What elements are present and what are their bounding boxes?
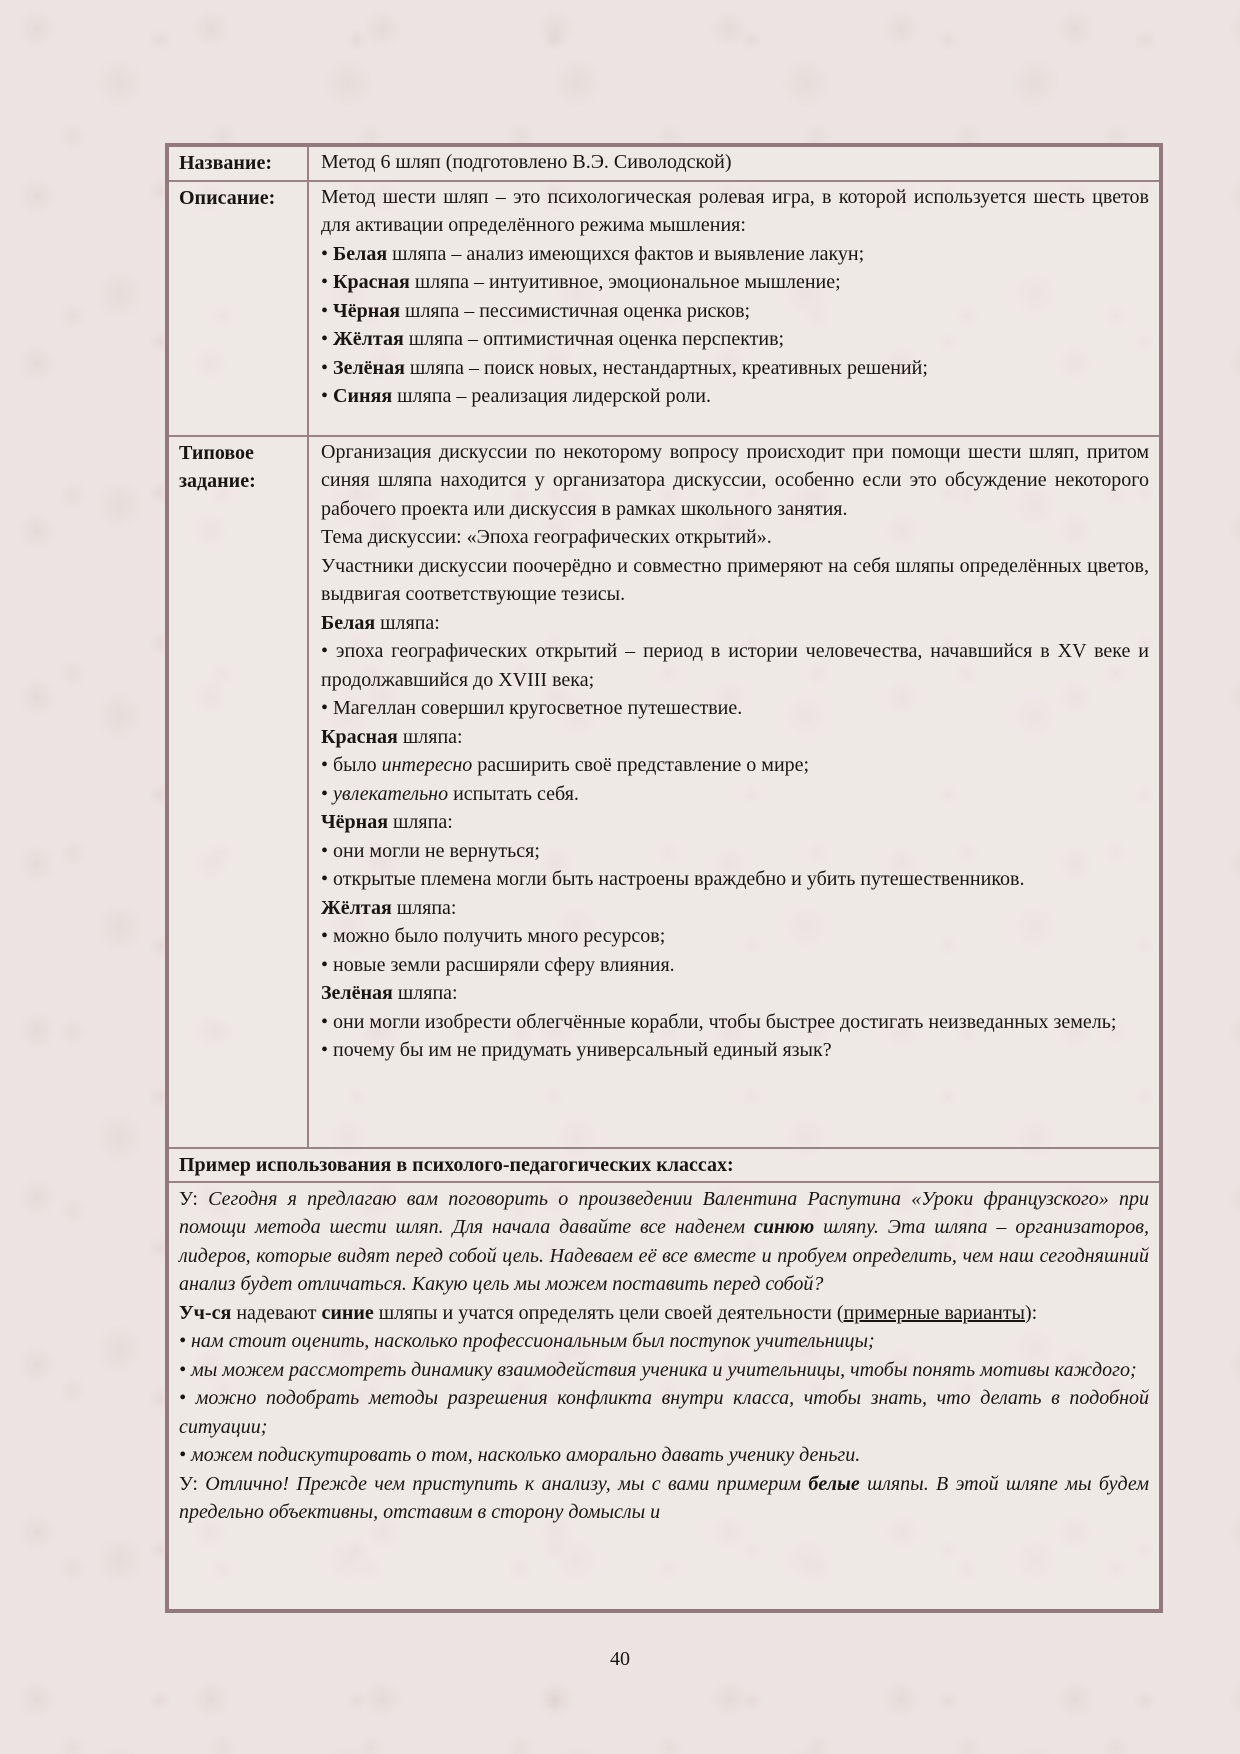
page-number: 40 — [610, 1648, 630, 1670]
paragraph: Жёлтая шляпа: — [321, 896, 457, 919]
paragraph: • можно подобрать методы разрешения конфликта внутри класса, чтобы знать, что делать в подобной ситуации; — [179, 1387, 1149, 1438]
paragraph: У: Отлично! Прежде чем приступить к анализу, мы с вами примерим белые шляпы. В этой шляпе мы будем предельно объективны, отставим в сторону домыслы и — [179, 1472, 1149, 1523]
paragraph: • они могли изобрести облегчённые корабли, чтобы быстрее достигать неизведанных земель; — [321, 1010, 1117, 1033]
paragraph: • Синяя шляпа – реализация лидерской роли. — [321, 385, 711, 407]
paragraph: • Зелёная шляпа – поиск новых, нестандартных, креативных решений; — [321, 356, 928, 379]
row-content-description — [309, 182, 1159, 435]
row-content-typical-task — [309, 437, 1159, 1147]
row-label-typical-task: Типовое задание: — [169, 437, 309, 1147]
paragraph: Чёрная шляпа: — [321, 811, 453, 833]
paragraph: Метод 6 шляп (подготовлено В.Э. Сиволодской) — [321, 151, 732, 173]
paragraph: • Магеллан совершил кругосветное путешествие. — [321, 697, 743, 719]
paragraph: • Чёрная шляпа – пессимистичная оценка рисков; — [321, 299, 751, 322]
example-section-header: Пример использования в психолого-педагогических классах: — [169, 1149, 1159, 1183]
paragraph: • почему бы им не придумать универсальный единый язык? — [321, 1039, 832, 1061]
paragraph: • Красная шляпа – интуитивное, эмоциональное мышление; — [321, 271, 841, 293]
paragraph: Зелёная шляпа: — [321, 982, 458, 1004]
paragraph: Тема дискуссии: «Эпоха географических открытий». — [321, 526, 772, 548]
paragraph: • было интересно расширить своё представление о мире; — [321, 754, 810, 776]
paragraph: • увлекательно испытать себя. — [321, 782, 579, 805]
paragraph: Метод шести шляп – это психологическая ролевая игра, в которой используется шесть цветов для активации определённого режима мышления: — [321, 185, 1149, 236]
paragraph: • эпоха географических открытий – период в истории человечества, начавшийся в XV веке и продолжавшийся до XVIII века; — [321, 640, 1149, 691]
paragraph: • они могли не вернуться; — [321, 839, 540, 862]
paragraph: Организация дискуссии по некоторому вопросу происходит при помощи шести шляп, притом синяя шляпа находится у организатора дискуссии, особенно если это обсуждение некоторого рабочего проекта или дискуссия в рамках школьного занятия. — [321, 440, 1149, 520]
example-section-content — [169, 1183, 1159, 1609]
table-row-name — [169, 147, 1159, 182]
table-row-description — [169, 182, 1159, 437]
paragraph: • Белая шляпа – анализ имеющихся фактов и выявление лакун; — [321, 242, 865, 265]
paragraph: • новые земли расширяли сферу влияния. — [321, 953, 675, 976]
method-table — [165, 143, 1163, 1613]
paragraph: Красная шляпа: — [321, 725, 463, 748]
paragraph: • Жёлтая шляпа – оптимистичная оценка перспектив; — [321, 328, 785, 350]
row-content-name — [309, 147, 1159, 180]
paragraph: • нам стоит оценить, насколько профессиональным был поступок учительницы; — [179, 1330, 875, 1352]
paragraph: Белая шляпа: — [321, 611, 440, 634]
paragraph: У: Сегодня я предлагаю вам поговорить о произведении Валентина Распутина «Уроки французского» при помощи метода шести шляп. Для начала давайте все наденем синюю шляпу. Эта шляпа – организаторов, лидеров, которые видят перед собой цель. Надеваем её все вместе и пробуем определить, чем наш сегодняшний анализ будет отличаться. Какую цель мы можем поставить перед собой? — [179, 1187, 1149, 1295]
row-label-description: Описание: — [169, 182, 309, 435]
paragraph: Уч-ся надевают синие шляпы и учатся определять цели своей деятельности (примерные варианты): — [179, 1301, 1038, 1324]
paragraph: • открытые племена могли быть настроены враждебно и убить путешественников. — [321, 868, 1025, 890]
paragraph: Участники дискуссии поочерёдно и совместно примеряют на себя шляпы определённых цветов, выдвигая соответствующие тезисы. — [321, 554, 1149, 605]
table-row-typical-task — [169, 437, 1159, 1149]
paragraph: • можем подискутировать о том, насколько аморально давать ученику деньги. — [179, 1444, 861, 1466]
paragraph: • можно было получить много ресурсов; — [321, 925, 666, 947]
row-label-name: Название: — [169, 147, 309, 180]
paragraph: • мы можем рассмотреть динамику взаимодействия ученика и учительницы, чтобы понять мотивы каждого; — [179, 1358, 1137, 1381]
